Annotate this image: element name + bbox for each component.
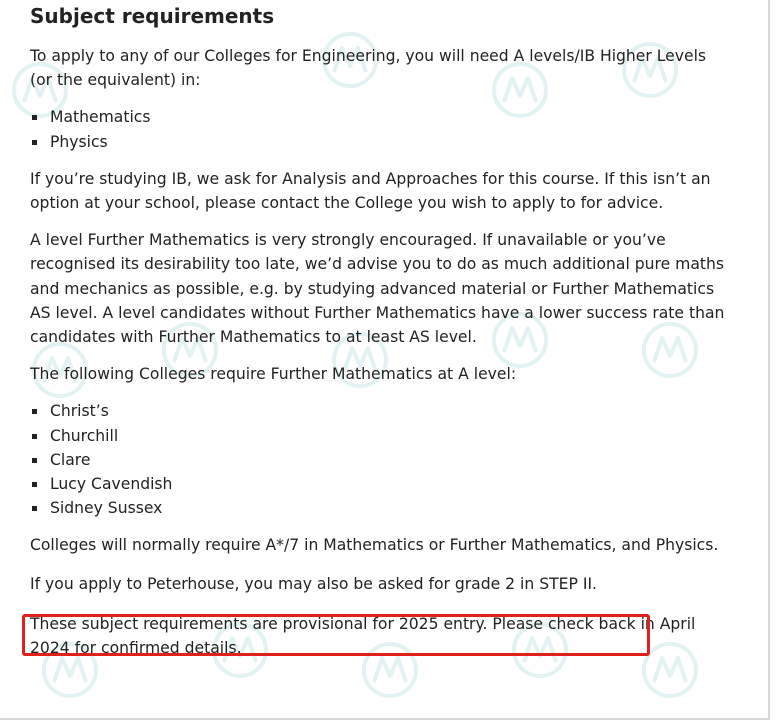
list-item: Clare <box>50 448 730 472</box>
grade-note-paragraph: Colleges will normally require A*/7 in Mathematics or Further Mathematics, and Physics. <box>30 536 719 555</box>
list-item: Lucy Cavendish <box>50 472 730 496</box>
highlight-box <box>22 614 650 656</box>
section-heading: Subject requirements <box>30 4 275 28</box>
required-subjects-list <box>30 105 730 153</box>
list-item: Physics <box>50 130 730 154</box>
subject-requirements-section <box>30 0 730 660</box>
step-note-paragraph: If you apply to Peterhouse, you may also be asked for grade 2 in STEP II. <box>30 574 598 593</box>
intro-paragraph: To apply to any of our Colleges for Engineering, you will need A levels/IB Higher Levels (or the equivalent) in: <box>30 47 707 90</box>
further-maths-paragraph: A level Further Mathematics is very strongly encouraged. If unavailable or you’ve recognised its desirability too late, we’d advise you to do as much additional pure maths and mechanics as possible, e.g. by studying advanced material or Further Mathematics AS level. A level candidates without Further Mathematics have a lower success rate than candidates with Further Mathematics to at least AS level. <box>30 231 725 347</box>
colleges-intro-paragraph: The following Colleges require Further Mathematics at A level: <box>30 365 517 384</box>
colleges-list <box>30 399 730 520</box>
list-item: Churchill <box>50 424 730 448</box>
list-item: Sidney Sussex <box>50 496 730 520</box>
list-item: Mathematics <box>50 105 730 129</box>
provisional-note-paragraph: These subject requirements are provisional for 2025 entry. Please check back in April 2024 for confirmed details. <box>30 614 696 658</box>
list-item: Christ’s <box>50 399 730 423</box>
ib-note-paragraph: If you’re studying IB, we ask for Analysis and Approaches for this course. If this isn’t an option at your school, please contact the College you wish to apply to for advice. <box>30 169 711 213</box>
